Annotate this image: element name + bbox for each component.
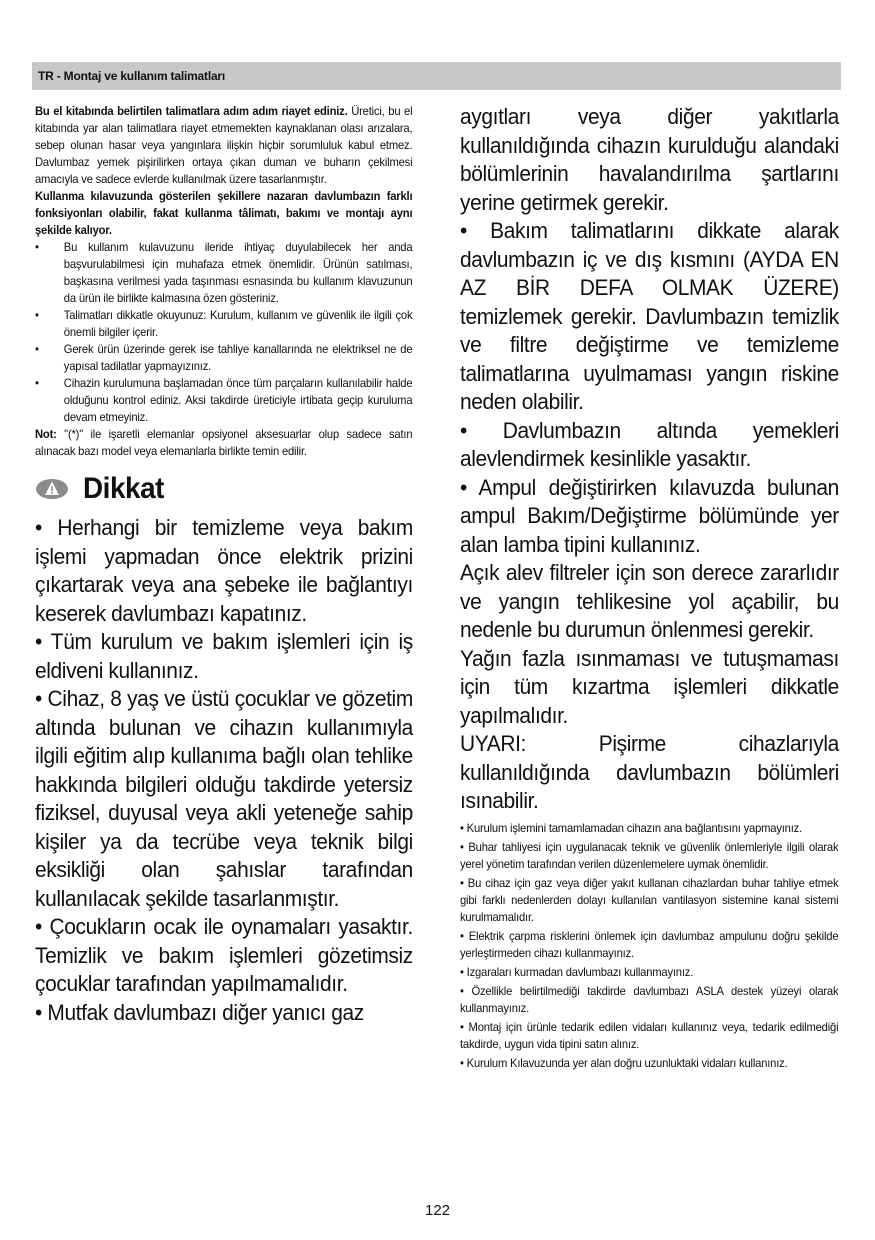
section-title: TR - Montaj ve kullanım talimatları [38,69,226,83]
small-paragraph: • Kurulum işlemini tamamlamadan cihazın ana bağlantısını yapmayınız. [460,821,802,835]
intro-bold: Bu el kitabında belirtilen talimatlara adım adım riayet ediniz. [35,105,348,118]
big-paragraph: Açık alev filtreler için son derece zararlıdır ve yangın tehlikesine yol açabilir, bu nedenle bu durumun önlenmesi gerekir. [460,560,839,642]
intro-text: Üretici, bu el kitabında yar alan talimatlara riayet etmemekten kaynaklanan olası arızalara, sebep olunan hasar veya yangınlara ilişkin hiçbir sorumluluk kabul etmez. Davlumbaz yemek pişirilirken ortaya çıkan duman ve buharın çekilmesi amacıyla ve sadece evlerde kullanılmak üzere tasarlanmıştır. [35,105,413,186]
big-paragraph: • Bakım talimatlarını dikkate alarak davlumbazın iç ve dış kısmını (AYDA EN AZ BİR DEFA OLMAK ÜZERE) temizlemek gerekir. Davlumbazın temizlik ve filtre değiştirme ve temizleme talimatlarına uyulmaması yangın riskine neden olabilir. [460,218,839,414]
intro-paragraph [35,103,412,188]
left-column [35,103,413,1027]
intro-block [35,103,412,460]
section-header-bar [32,62,841,90]
page-number: 122 [424,1202,451,1219]
small-paragraph: • Buhar tahliyesi için uygulanacak teknik ve güvenlik önlemleriyle ilgili olarak yerel yönetim tarafından verilen düzenlemelere uymak önemlidir. [460,840,839,871]
big-paragraph: • Cihaz, 8 yaş ve üstü çocuklar ve gözetim altında bulunan ve cihazın kullanımıyla ilgili eğitim alıp kullanıma bağlı olan tehlike hakkında bilgileri olduğu takdirde yetersiz fiziksel, duyusal veya akli yeteneğe sahip kişiler ya da tecrübe veya teknik bilgi eksikliği olan şahıslar tarafından kullanılacak şekilde tasarlanmıştır. [35,686,413,911]
dikkat-heading [35,472,413,508]
small-paragraph: • Montaj için ürünle tedarik edilen vidaları kullanınız veya, tedarik edilmediği takdirde, uygun vida tipini satın alınız. [460,1020,839,1051]
small-paragraph: • Izgaraları kurmadan davlumbazı kullanmayınız. [460,965,694,979]
right-small-body [460,820,838,1072]
right-column [460,103,839,1074]
big-paragraph: • Tüm kurulum ve bakım işlemleri için iş eldiveni kullanınız. [35,629,413,683]
big-paragraph: Yağın fazla ısınmaması ve tutuşmaması için tüm kızartma işlemleri dikkatle yapılmalıdır. [460,645,839,728]
small-paragraph: • Bu cihaz için gaz veya diğer yakıt kullanan cihazlardan buhar tahliye etmek gibi farklı nedenlerden dolayı kullanılan vantilasyon sistemine kanal sistemi kurulmamalıdır. [460,876,839,924]
dikkat-body [35,514,413,1027]
small-paragraph: • Kurulum Kılavuzunda yer alan doğru uzunluktaki vidaları kullanınız. [460,1056,788,1070]
not-paragraph [35,426,412,460]
big-paragraph: • Çocukların ocak ile oynamaları yasaktır. Temizlik ve bakım işlemleri gözetimsiz çocuklar tarafından yapılmamalıdır. [35,914,413,996]
list-item: • Cihazin kurulumuna başlamadan önce tüm parçaların kullanılabilir halde olduğunu kontrol ediniz. Aksi takdirde üreticiyle irtibata geçip kuruluma devam etmeyiniz. [35,377,413,424]
dikkat-title: Dikkat [83,472,164,505]
warning-icon [35,478,69,500]
small-paragraph: • Elektrik çarpma risklerini önlemek için davlumbaz ampulunu doğru şekilde yerleştirmeden cihazı kullanmayınız. [460,929,839,960]
big-paragraph: aygıtları veya diğer yakıtlarla kullanıldığında cihazın kurulduğu alandaki bölümlerinin havalandırılma şartlarını yerine getirmek gerekir. [460,104,839,215]
big-paragraph: • Ampul değiştirirken kılavuzda bulunan ampul Bakım/Değiştirme bölümünde yer alan lamba tipini kullanınız. [460,474,839,557]
list-item: • Talimatları dikkatle okuyunuz: Kurulum, kullanım ve güvenlik ile ilgili çok önemli bilgiler içerir. [35,309,413,339]
big-paragraph: • Mutfak davlumbazı diğer yanıcı gaz [35,999,364,1025]
big-paragraph: • Herhangi bir temizleme veya bakım işlemi yapmadan önce elektrik prizini çıkartarak veya ana şebeke ile bağlantıyı keserek davlumbazı kapatınız. [35,515,413,626]
not-text: "(*)" ile işaretli elemanlar opsiyonel aksesuarlar olup sadece satın alınacak bazı model veya elemanlarla birlikte temin edilir. [35,428,413,458]
big-paragraph: UYARI: Pişirme cihazlarıyla kullanıldığında davlumbazın bölümleri ısınabilir. [460,731,839,813]
right-big-body [460,103,839,816]
big-paragraph: • Davlumbazın altında yemekleri alevlendirmek kesinlikle yasaktır. [460,417,839,471]
list-item: • Bu kullanım kulavuzunu ileride ihtiyaç duyulabilecek her anda başvurulabilmesi için muhafaza etmek önemlidir. Ürünün satılması, başkasına verilmesi yada taşınması esnasında bu kullanım klavuzunun da ürün ile birlikte kalmasına özen gösteriniz. [35,241,413,305]
list-item: • Gerek ürün üzerinde gerek ise tahliye kanallarında ne elektriksel ne de yapısal tadilatlar yapmayızınız. [35,343,413,373]
small-paragraph: • Özellikle belirtilmediği takdirde davlumbazı ASLA destek yüzeyi olarak kullanmayınız. [460,984,839,1015]
note-bold-paragraph: Kullanma kılavuzunda gösterilen şekillere nazaran davlumbazın farklı fonksiyonları olabilir, fakat kullanma tâlimatı, bakımı ve montajı aynı şekilde kalıyor. [35,190,413,237]
not-label: Not: [35,428,57,441]
